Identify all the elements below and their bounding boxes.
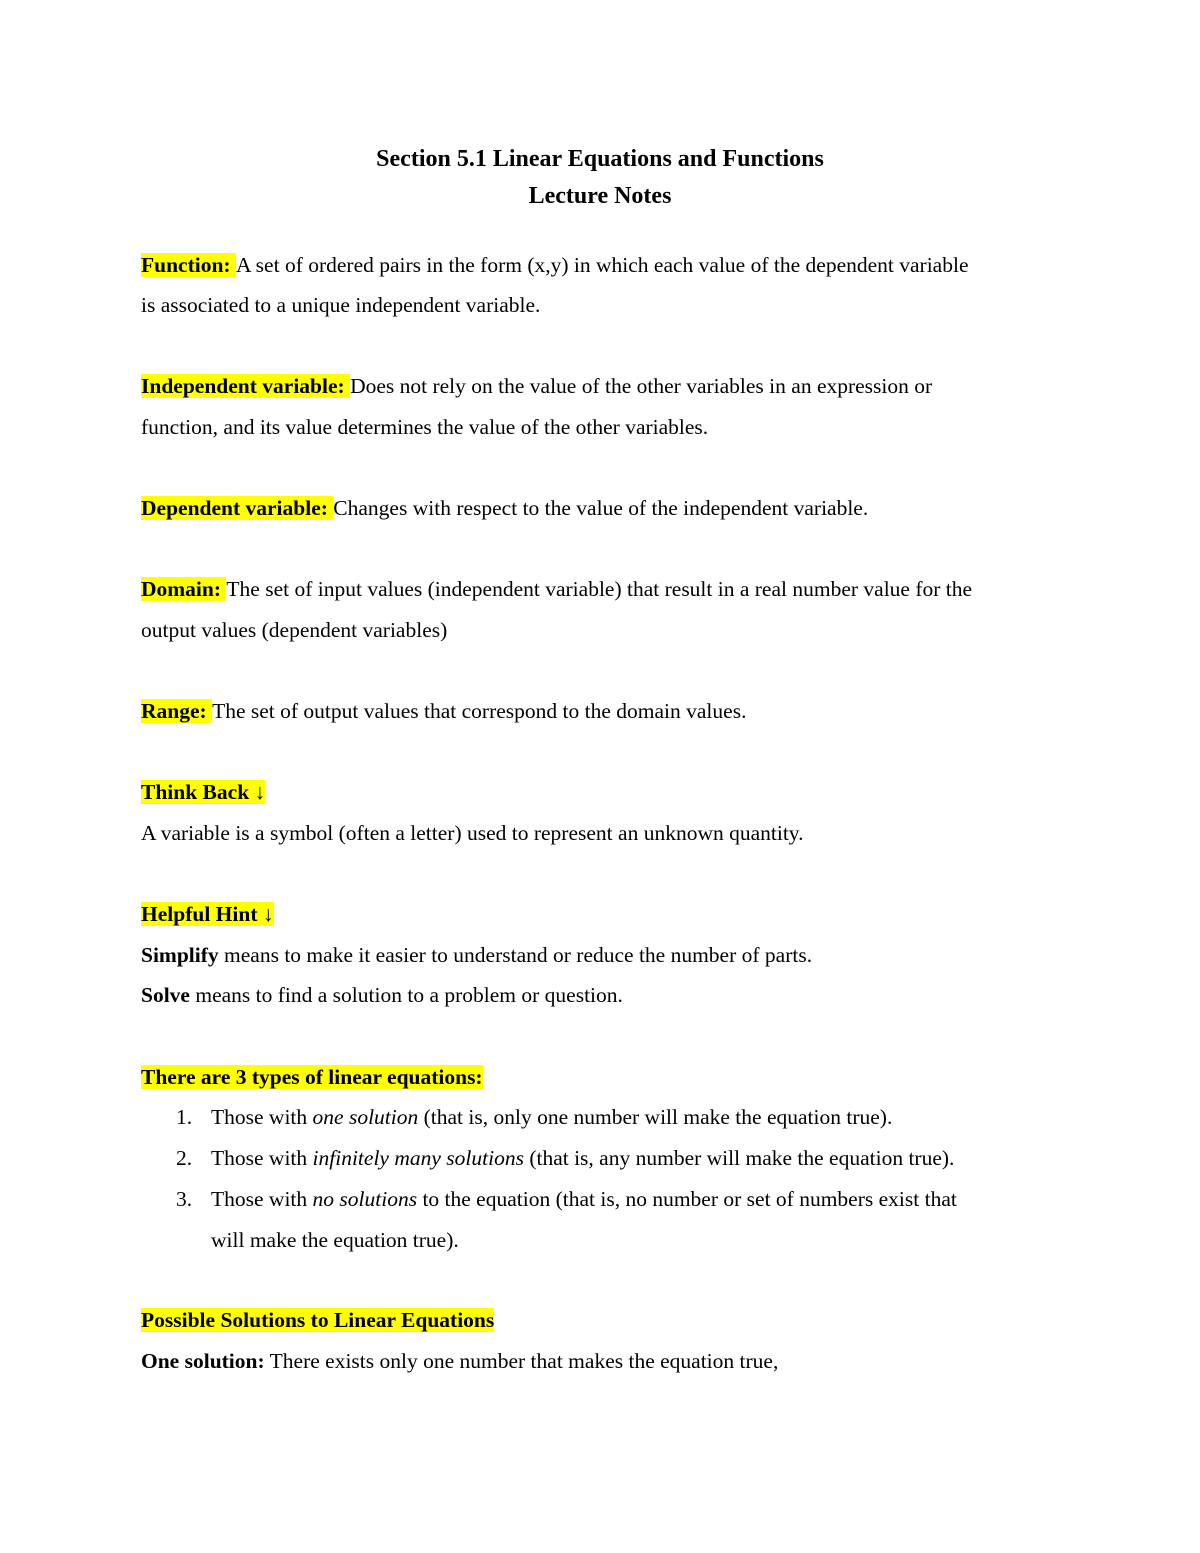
simplify-term: Simplify: [141, 943, 219, 967]
list-item: [211, 1144, 954, 1172]
range-term: Range:: [141, 699, 213, 723]
dependent-text-1: Changes with respect to the value of the independent variable.: [333, 496, 869, 520]
range-definition: [141, 697, 746, 725]
list-item-emphasis: one solution: [312, 1105, 419, 1129]
possible-solutions-heading: [141, 1306, 494, 1334]
range-text-1: The set of output values that correspond to the domain values.: [212, 699, 747, 723]
list-item-text: Those with: [211, 1187, 313, 1211]
list-item-number: 1.: [176, 1105, 193, 1129]
function-definition: [141, 251, 969, 279]
list-item-text: (that is, only one number will make the equation true).: [418, 1105, 893, 1129]
list-item-text: (that is, any number will make the equation true).: [523, 1146, 955, 1170]
solve-term: Solve: [141, 983, 190, 1007]
helpful-hint-label: Helpful Hint ↓: [141, 902, 274, 926]
helpful-hint-heading: [141, 900, 274, 928]
solve-text: means to find a solution to a problem or question.: [189, 983, 623, 1007]
independent-definition: [141, 372, 932, 400]
document-subtitle: Lecture Notes: [528, 183, 672, 209]
think-back-label: Think Back ↓: [141, 780, 266, 804]
one-solution-text: There exists only one number that makes the equation true,: [264, 1349, 779, 1373]
solve-line: [141, 981, 623, 1009]
domain-term: Domain:: [141, 577, 227, 601]
one-solution-term: One solution:: [141, 1349, 265, 1373]
list-item-number: 2.: [176, 1146, 193, 1170]
list-item-text: to the equation (that is, no number or set of numbers exist that: [417, 1187, 957, 1211]
domain-text-1: The set of input values (independent variable) that result in a real number value for the: [226, 577, 973, 601]
document-title: Section 5.1 Linear Equations and Functions: [376, 146, 824, 172]
list-item-emphasis: no solutions: [312, 1187, 418, 1211]
list-item-number: 3.: [176, 1187, 193, 1211]
simplify-text: means to make it easier to understand or reduce the number of parts.: [218, 943, 813, 967]
list-item-emphasis: infinitely many solutions: [312, 1146, 524, 1170]
independent-text-2: function, and its value determines the value of the other variables.: [141, 415, 709, 439]
think-back-text: A variable is a symbol (often a letter) used to represent an unknown quantity.: [141, 821, 804, 845]
function-text-2: is associated to a unique independent variable.: [141, 293, 541, 317]
list-item: [211, 1185, 957, 1213]
types-heading: [141, 1063, 483, 1091]
dependent-term: Dependent variable:: [141, 496, 334, 520]
one-solution-line: [141, 1347, 778, 1375]
list-item-continuation: will make the equation true).: [211, 1228, 459, 1252]
think-back-heading: [141, 778, 265, 806]
independent-term: Independent variable:: [141, 374, 351, 398]
function-text-1: A set of ordered pairs in the form (x,y) in which each value of the dependent variable: [235, 253, 969, 277]
simplify-line: [141, 941, 812, 969]
dependent-definition: [141, 494, 868, 522]
domain-definition: [141, 575, 972, 603]
independent-text-1: Does not rely on the value of the other variables in an expression or: [350, 374, 933, 398]
list-item-text: Those with: [211, 1146, 313, 1170]
types-heading-label: There are 3 types of linear equations:: [141, 1065, 483, 1089]
list-item-text: Those with: [211, 1105, 313, 1129]
possible-solutions-label: Possible Solutions to Linear Equations: [141, 1308, 495, 1332]
domain-text-2: output values (dependent variables): [141, 618, 448, 642]
function-term: Function:: [141, 253, 236, 277]
list-item: [211, 1103, 892, 1131]
